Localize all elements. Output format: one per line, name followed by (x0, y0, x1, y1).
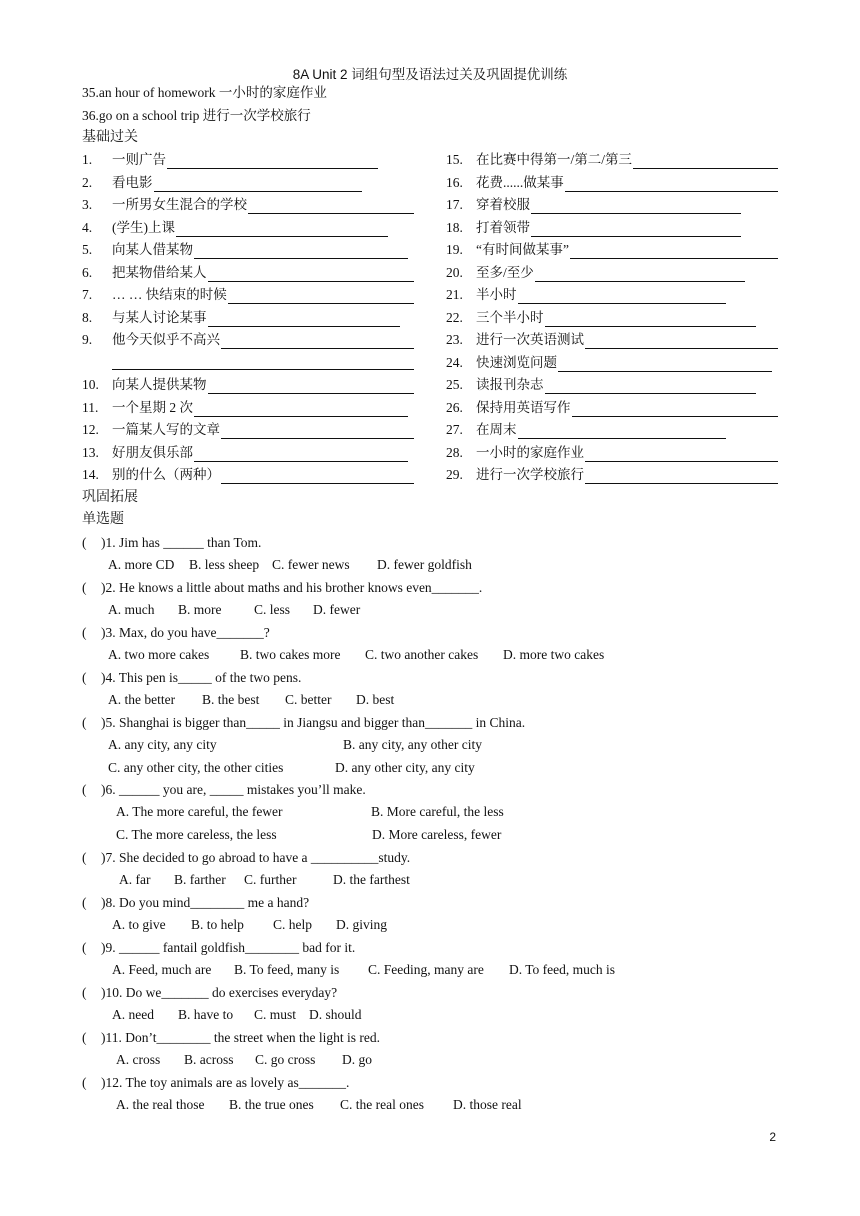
answer-blank[interactable] (558, 357, 772, 372)
vocab-prompt: 三个半小时 (476, 310, 544, 325)
answer-option[interactable]: D. fewer (313, 602, 361, 617)
answer-option[interactable]: B. two cakes more (240, 647, 341, 662)
answer-blank[interactable] (112, 369, 414, 370)
answer-option[interactable]: B. across (184, 1052, 234, 1067)
answer-blank[interactable] (572, 402, 778, 417)
answer-bracket[interactable]: ( (82, 895, 87, 910)
answer-option[interactable]: D. any other city, any city (335, 760, 475, 775)
vocab-prompt: 与某人讨论某事 (112, 310, 207, 325)
answer-option[interactable]: A. to give (112, 917, 166, 932)
answer-blank[interactable] (194, 447, 408, 462)
vocab-prompt: 穿着校服 (476, 197, 530, 212)
vocab-item (82, 331, 414, 349)
answer-blank[interactable] (154, 177, 362, 192)
answer-option[interactable]: B. the best (202, 692, 260, 707)
vocab-number: 19. (446, 242, 463, 257)
vocab-number: 6. (82, 265, 93, 280)
question-text: )5. Shanghai is bigger than_____ in Jiangsu and bigger than_______ in China. (101, 715, 526, 730)
question-stem (82, 939, 355, 957)
question-text: )10. Do we_______ do exercises everyday? (101, 985, 338, 1000)
vocab-prompt: 花费......做某事 (476, 175, 564, 190)
vocab-prompt: 打着领带 (476, 220, 530, 235)
answer-option[interactable]: A. The more careful, the fewer (116, 804, 283, 819)
answer-option[interactable]: B. to help (191, 917, 244, 932)
vocab-number: 13. (82, 445, 99, 460)
answer-option[interactable]: B. less sheep (189, 557, 260, 572)
vocab-number: 14. (82, 467, 99, 482)
answer-option[interactable]: D. giving (336, 917, 388, 932)
vocab-number: 12. (82, 422, 99, 437)
question-stem (82, 984, 337, 1002)
question-stem (82, 669, 301, 687)
page-title: 8A Unit 2 词组句型及语法过关及巩固提优训练 (292, 67, 568, 82)
answer-option[interactable]: B. the true ones (229, 1097, 314, 1112)
section-title-extension: 巩固拓展 (82, 490, 138, 505)
question-text: )1. Jim has ______ than Tom. (101, 535, 262, 550)
vocab-prompt: 一篇某人写的文章 (112, 422, 220, 437)
vocab-prompt: 一小时的家庭作业 (476, 445, 584, 460)
vocab-number: 11. (82, 400, 99, 415)
vocab-number: 7. (82, 287, 93, 302)
section-title-choice: 单选题 (82, 512, 124, 527)
question-text: )4. This pen is_____ of the two pens. (101, 670, 302, 685)
answer-bracket[interactable]: ( (82, 1075, 87, 1090)
answer-bracket[interactable]: ( (82, 1030, 87, 1045)
answer-option[interactable]: D. should (309, 1007, 362, 1022)
answer-option[interactable]: C. Feeding, many are (368, 962, 484, 977)
vocab-item (82, 174, 362, 192)
answer-option[interactable]: A. two more cakes (108, 647, 210, 662)
vocab-item (82, 444, 408, 462)
question-text: )3. Max, do you have_______? (101, 625, 270, 640)
vocab-prompt: 进行一次英语测试 (476, 332, 584, 347)
answer-option[interactable]: D. More careless, fewer (372, 827, 502, 842)
answer-blank[interactable] (633, 154, 778, 169)
answer-option[interactable]: B. have to (178, 1007, 234, 1022)
question-text: )6. ______ you are, _____ mistakes you’ll make. (101, 782, 366, 797)
answer-option[interactable]: D. more two cakes (503, 647, 605, 662)
vocab-prompt: 一个星期 2 次 (112, 400, 193, 415)
question-stem (82, 579, 482, 597)
answer-option[interactable]: A. any city, any city (108, 737, 217, 752)
answer-blank[interactable] (208, 267, 414, 282)
vocab-item (446, 399, 778, 417)
vocab-item (446, 196, 741, 214)
vocab-item (82, 286, 414, 304)
answer-blank[interactable] (518, 424, 726, 439)
vocab-prompt: (学生)上课 (112, 220, 175, 235)
vocab-number: 2. (82, 175, 93, 190)
answer-bracket[interactable]: ( (82, 670, 87, 685)
answer-blank[interactable] (585, 447, 778, 462)
vocab-number: 25. (446, 377, 463, 392)
answer-option[interactable]: A. the better (108, 692, 176, 707)
answer-blank[interactable] (208, 312, 400, 327)
vocab-number: 28. (446, 445, 463, 460)
answer-blank[interactable] (565, 177, 778, 192)
question-text: )8. Do you mind________ me a hand? (101, 895, 310, 910)
vocab-prompt: 向某人借某物 (112, 242, 193, 257)
question-text: )12. The toy animals are as lovely as_______. (101, 1075, 350, 1090)
question-stem (82, 534, 261, 552)
vocab-number: 24. (446, 355, 463, 370)
vocab-prompt: 至多/至少 (476, 265, 534, 280)
vocab-item (446, 444, 778, 462)
vocab-item (446, 219, 741, 237)
answer-option[interactable]: A. more CD (108, 557, 175, 572)
vocab-number: 18. (446, 220, 463, 235)
answer-blank[interactable] (570, 244, 778, 259)
vocab-item (82, 151, 378, 169)
answer-blank[interactable] (248, 199, 414, 214)
vocab-number: 8. (82, 310, 93, 325)
vocab-number: 21. (446, 287, 463, 302)
vocab-item (446, 241, 778, 259)
vocab-item (446, 354, 772, 372)
answer-option[interactable]: D. To feed, much is (509, 962, 616, 977)
answer-option[interactable]: B. To feed, many is (234, 962, 340, 977)
answer-option[interactable]: B. farther (174, 872, 226, 887)
vocab-item (446, 331, 778, 349)
page-number: 2 (769, 1130, 776, 1144)
question-stem (82, 1029, 380, 1047)
answer-option[interactable]: D. the farthest (333, 872, 410, 887)
answer-option[interactable]: A. need (112, 1007, 154, 1022)
answer-blank[interactable] (176, 222, 388, 237)
answer-option[interactable]: C. The more careless, the less (116, 827, 277, 842)
answer-bracket[interactable]: ( (82, 985, 87, 1000)
answer-option[interactable]: B. any city, any other city (343, 737, 482, 752)
question-stem (82, 624, 270, 642)
vocab-item (446, 421, 726, 439)
vocab-prompt: 半小时 (476, 287, 517, 302)
answer-option[interactable]: C. must (254, 1007, 297, 1022)
vocab-item (446, 376, 756, 394)
answer-blank[interactable] (531, 222, 741, 237)
vocab-prompt: 在比赛中得第一/第二/第三 (476, 152, 633, 167)
answer-option[interactable]: A. Feed, much are (112, 962, 212, 977)
question-stem (82, 1074, 349, 1092)
vocab-prompt: … … 快结束的时候 (112, 287, 227, 302)
question-text: )2. He knows a little about maths and his brother knows even_______. (101, 580, 483, 595)
vocab-number: 4. (82, 220, 93, 235)
answer-option[interactable]: C. better (285, 692, 332, 707)
answer-blank[interactable] (545, 312, 756, 327)
answer-option[interactable]: C. any other city, the other cities (108, 760, 284, 775)
answer-option[interactable]: C. two another cakes (365, 647, 479, 662)
answer-bracket[interactable]: ( (82, 625, 87, 640)
answer-blank[interactable] (167, 154, 378, 169)
vocab-prompt: 快速浏览问题 (476, 355, 557, 370)
vocab-number: 22. (446, 310, 463, 325)
answer-bracket[interactable]: ( (82, 715, 87, 730)
answer-blank[interactable] (228, 289, 414, 304)
answer-blank[interactable] (585, 334, 778, 349)
question-stem (82, 894, 309, 912)
vocab-item (82, 196, 414, 214)
answer-option[interactable]: A. far (119, 872, 151, 887)
answer-option[interactable]: C. help (273, 917, 312, 932)
vocab-prompt: 在周末 (476, 422, 517, 437)
answer-option[interactable]: D. go (342, 1052, 372, 1067)
answer-blank[interactable] (221, 424, 414, 439)
answer-option[interactable]: C. less (254, 602, 291, 617)
answer-option[interactable]: D. those real (453, 1097, 522, 1112)
answer-blank[interactable] (221, 334, 414, 349)
vocab-item (82, 421, 414, 439)
question-stem (82, 714, 525, 732)
vocab-item (446, 174, 778, 192)
question-stem (82, 849, 410, 867)
intro-line-36: 36.go on a school trip 进行一次学校旅行 (82, 108, 311, 123)
vocab-prompt: 他今天似乎不高兴 (112, 332, 220, 347)
answer-blank[interactable] (194, 402, 408, 417)
answer-option[interactable]: A. much (108, 602, 155, 617)
vocab-prompt: “有时间做某事” (476, 242, 569, 257)
answer-bracket[interactable]: ( (82, 535, 87, 550)
vocab-prompt: 读报刊杂志 (476, 377, 544, 392)
answer-option[interactable]: D. fewer goldfish (377, 557, 472, 572)
vocab-number: 5. (82, 242, 93, 257)
answer-option[interactable]: B. more (178, 602, 222, 617)
vocab-prompt: 看电影 (112, 175, 153, 190)
answer-bracket[interactable]: ( (82, 782, 87, 797)
vocab-item (446, 286, 726, 304)
answer-option[interactable]: C. the real ones (340, 1097, 424, 1112)
answer-blank[interactable] (194, 244, 408, 259)
answer-option[interactable]: A. the real those (116, 1097, 205, 1112)
vocab-item (82, 264, 414, 282)
vocab-item (446, 466, 778, 484)
question-text: )11. Don’t________ the street when the light is red. (101, 1030, 380, 1045)
question-text: )9. ______ fantail goldfish________ bad for it. (101, 940, 356, 955)
answer-blank[interactable] (585, 469, 778, 484)
vocab-number: 27. (446, 422, 463, 437)
section-title-basic: 基础过关 (82, 130, 138, 145)
vocab-number: 17. (446, 197, 463, 212)
answer-blank[interactable] (531, 199, 741, 214)
vocab-prompt: 好朋友俱乐部 (112, 445, 193, 460)
vocab-number: 3. (82, 197, 93, 212)
vocab-prompt: 一所男女生混合的学校 (112, 197, 247, 212)
answer-blank[interactable] (208, 379, 414, 394)
answer-bracket[interactable]: ( (82, 850, 87, 865)
vocab-item (82, 376, 414, 394)
vocab-prompt: 把某物借给某人 (112, 265, 207, 280)
answer-option[interactable]: D. best (356, 692, 395, 707)
vocab-prompt: 保持用英语写作 (476, 400, 571, 415)
vocab-number: 1. (82, 152, 93, 167)
vocab-number: 23. (446, 332, 463, 347)
answer-bracket[interactable]: ( (82, 580, 87, 595)
vocab-prompt: 进行一次学校旅行 (476, 467, 584, 482)
vocab-prompt: 向某人提供某物 (112, 377, 207, 392)
answer-option[interactable]: C. go cross (255, 1052, 316, 1067)
answer-option[interactable]: C. fewer news (272, 557, 350, 572)
vocab-number: 9. (82, 332, 93, 347)
vocab-item (82, 399, 408, 417)
vocab-item (82, 309, 400, 327)
answer-blank[interactable] (518, 289, 726, 304)
vocab-number: 10. (82, 377, 99, 392)
answer-blank[interactable] (545, 379, 756, 394)
vocab-prompt: 别的什么（两种） (112, 467, 220, 482)
answer-blank[interactable] (535, 267, 745, 282)
vocab-item (446, 151, 778, 169)
vocab-number: 15. (446, 152, 463, 167)
answer-blank[interactable] (221, 469, 414, 484)
vocab-item (446, 264, 745, 282)
vocab-item (82, 219, 388, 237)
answer-bracket[interactable]: ( (82, 940, 87, 955)
vocab-item (82, 241, 408, 259)
intro-line-35: 35.an hour of homework 一小时的家庭作业 (82, 85, 327, 100)
vocab-item (446, 309, 756, 327)
vocab-number: 26. (446, 400, 463, 415)
question-text: )7. She decided to go abroad to have a __________study. (101, 850, 411, 865)
question-stem (82, 781, 366, 799)
answer-option[interactable]: C. further (244, 872, 297, 887)
vocab-number: 29. (446, 467, 463, 482)
vocab-number: 20. (446, 265, 463, 280)
vocab-number: 16. (446, 175, 463, 190)
answer-option[interactable]: B. More careful, the less (371, 804, 504, 819)
answer-option[interactable]: A. cross (116, 1052, 161, 1067)
vocab-prompt: 一则广告 (112, 152, 166, 167)
vocab-item (82, 466, 414, 484)
